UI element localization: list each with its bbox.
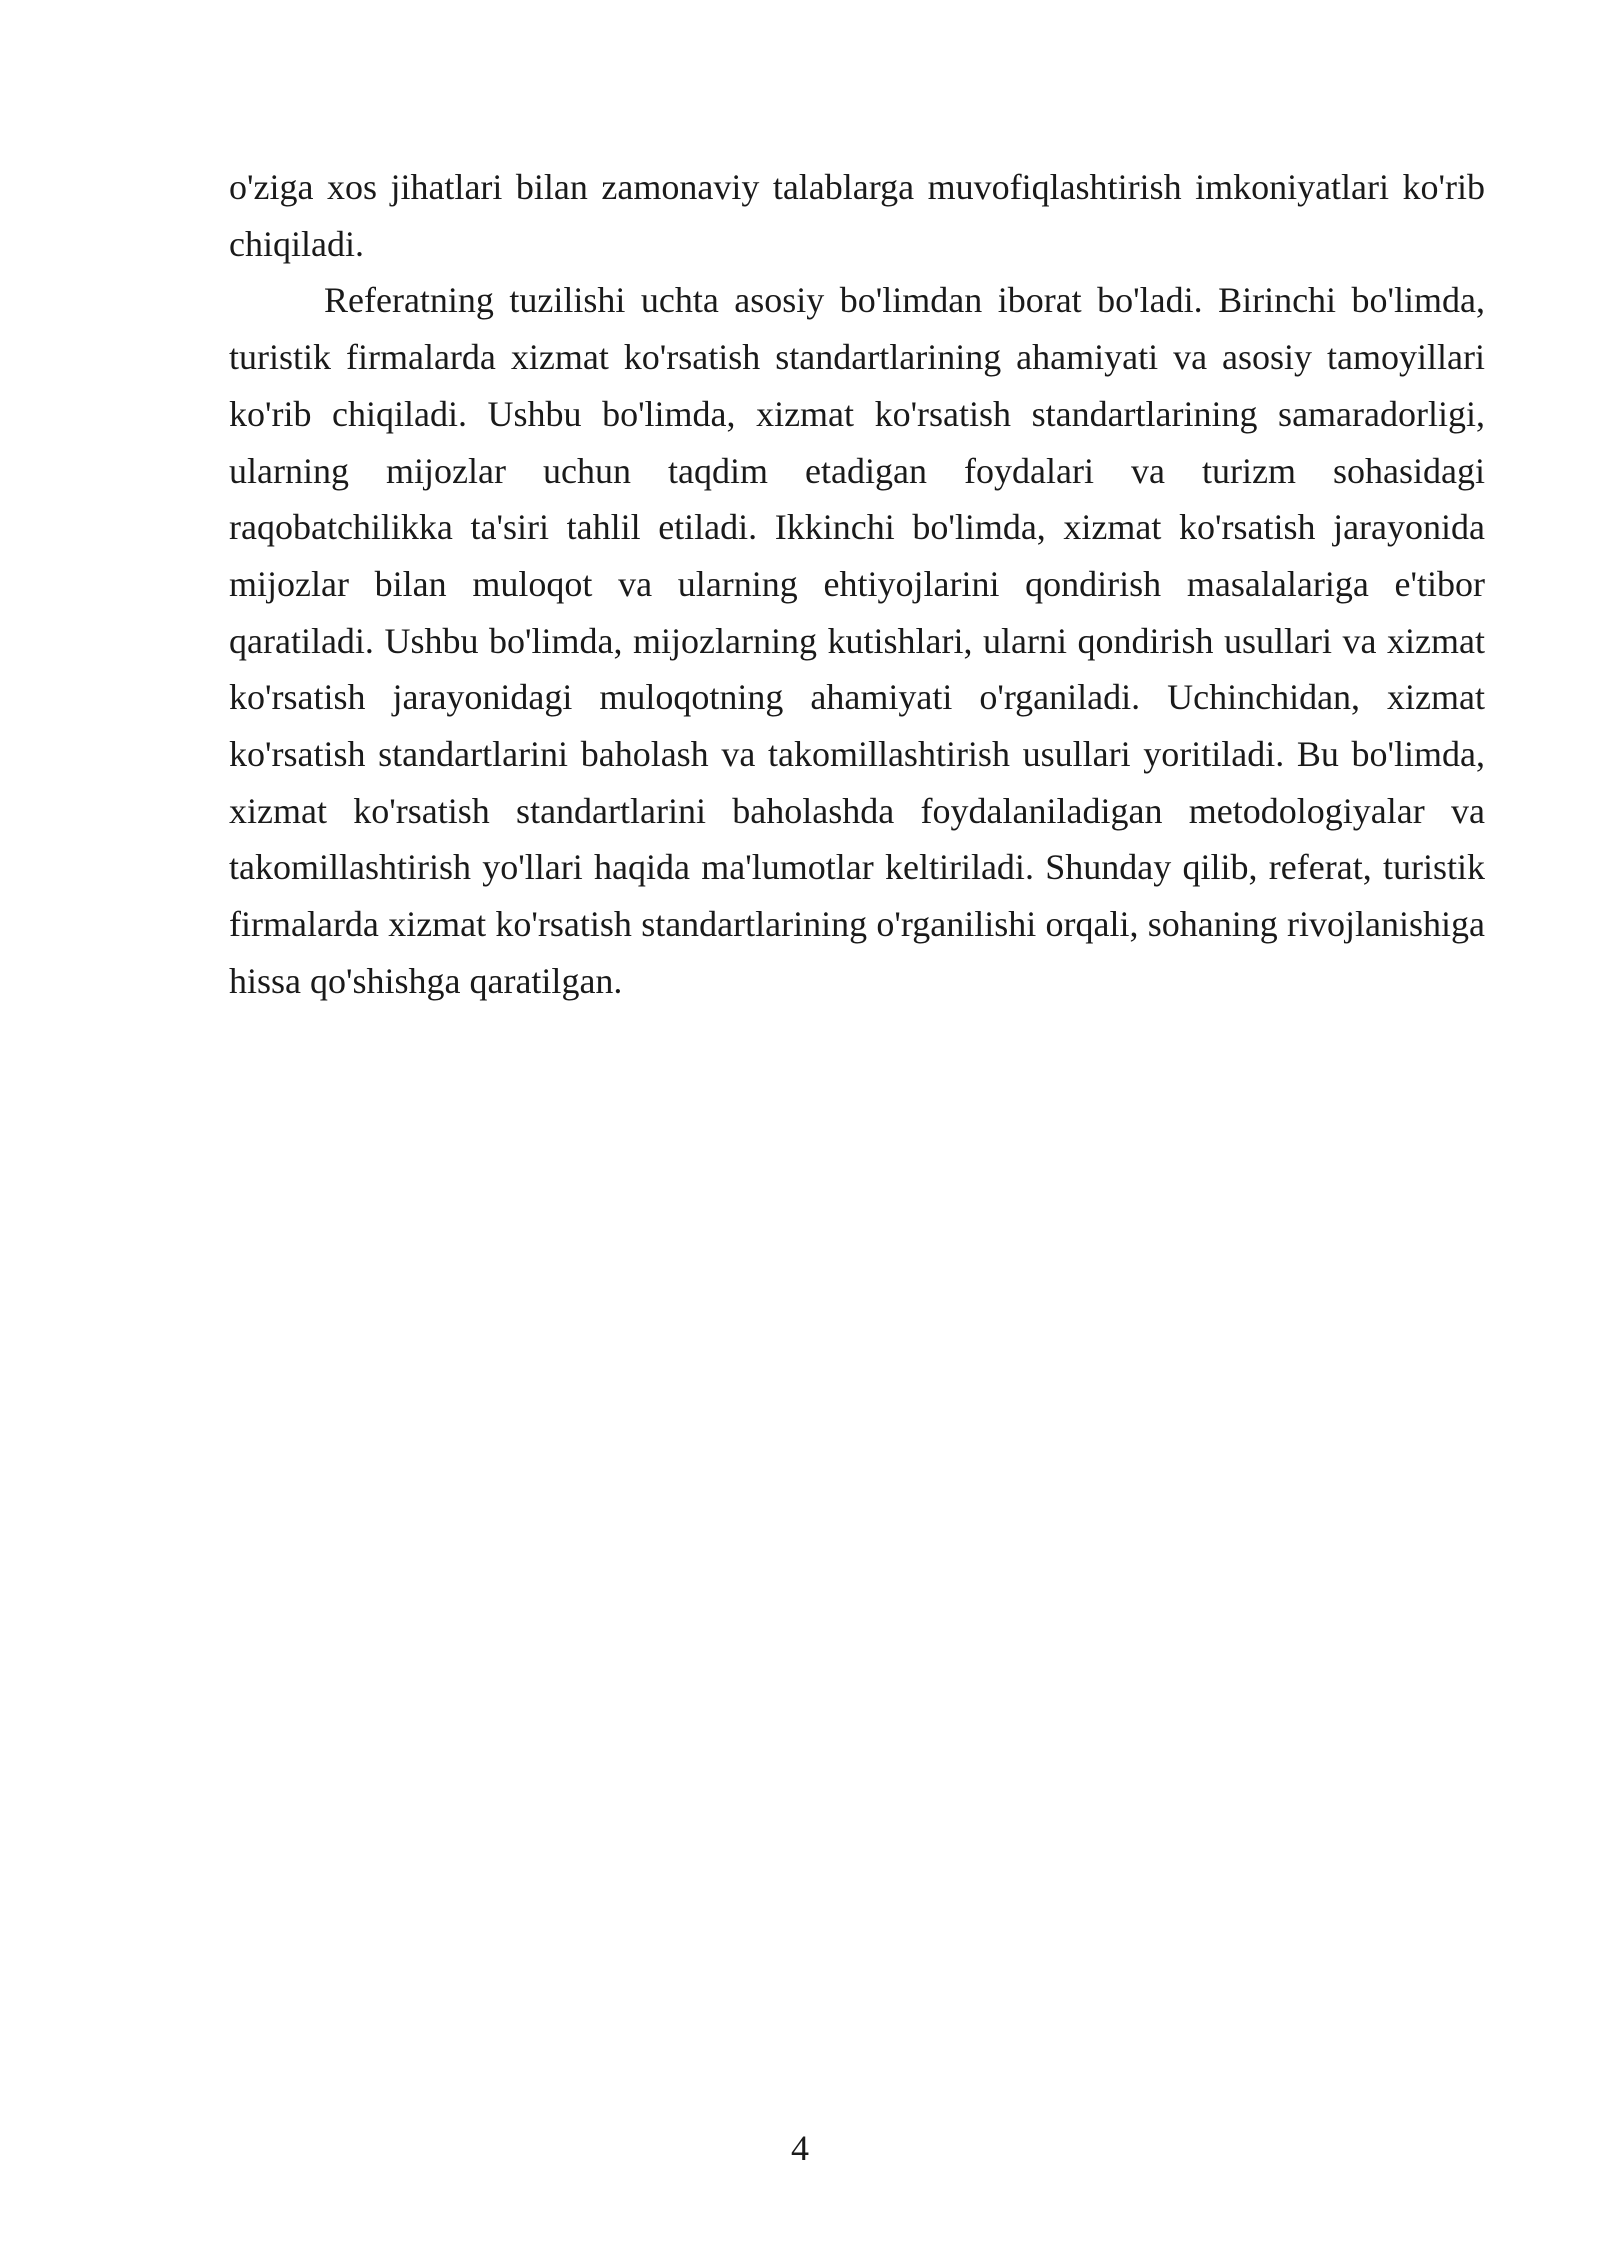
body-text: [229, 159, 1485, 1010]
paragraph-structure: Referatning tuzilishi uchta asosiy bo'limdan iborat bo'ladi. Birinchi bo'limda, turistik firmalarda xizmat ko'rsatish standartlarining ahamiyati va asosiy tamoyillari ko'rib chiqiladi. Ushbu bo'limda, xizmat ko'rsatish standartlarining samaradorligi, ularning mijozlar uchun taqdim etadigan foydalari va turizm sohasidagi raqobatchilikka ta'siri tahlil etiladi. Ikkinchi bo'limda, xizmat ko'rsatish jarayonida mijozlar bilan muloqot va ularning ehtiyojlarini qondirish masalalariga e'tibor qaratiladi. Ushbu bo'limda, mijozlarning kutishlari, ularni qondirish usullari va xizmat ko'rsatish jarayonidagi muloqotning ahamiyati o'rganiladi. Uchinchidan, xizmat ko'rsatish standartlarini baholash va takomillashtirish usullari yoritiladi. Bu bo'limda, xizmat ko'rsatish standartlarini baholashda foydalaniladigan metodologiyalar va takomillashtirish yo'llari haqida ma'lumotlar keltiriladi. Shunday qilib, referat, turistik firmalarda xizmat ko'rsatish standartlarining o'rganilishi orqali, sohaning rivojlanishiga hissa qo'shishga qaratilgan.: [229, 280, 1485, 1001]
page-number: 4: [791, 2128, 809, 2168]
paragraph-continuation: o'ziga xos jihatlari bilan zamonaviy talablarga muvofiqlashtirish imkoniyatlari ko'rib chiqiladi.: [229, 167, 1485, 264]
